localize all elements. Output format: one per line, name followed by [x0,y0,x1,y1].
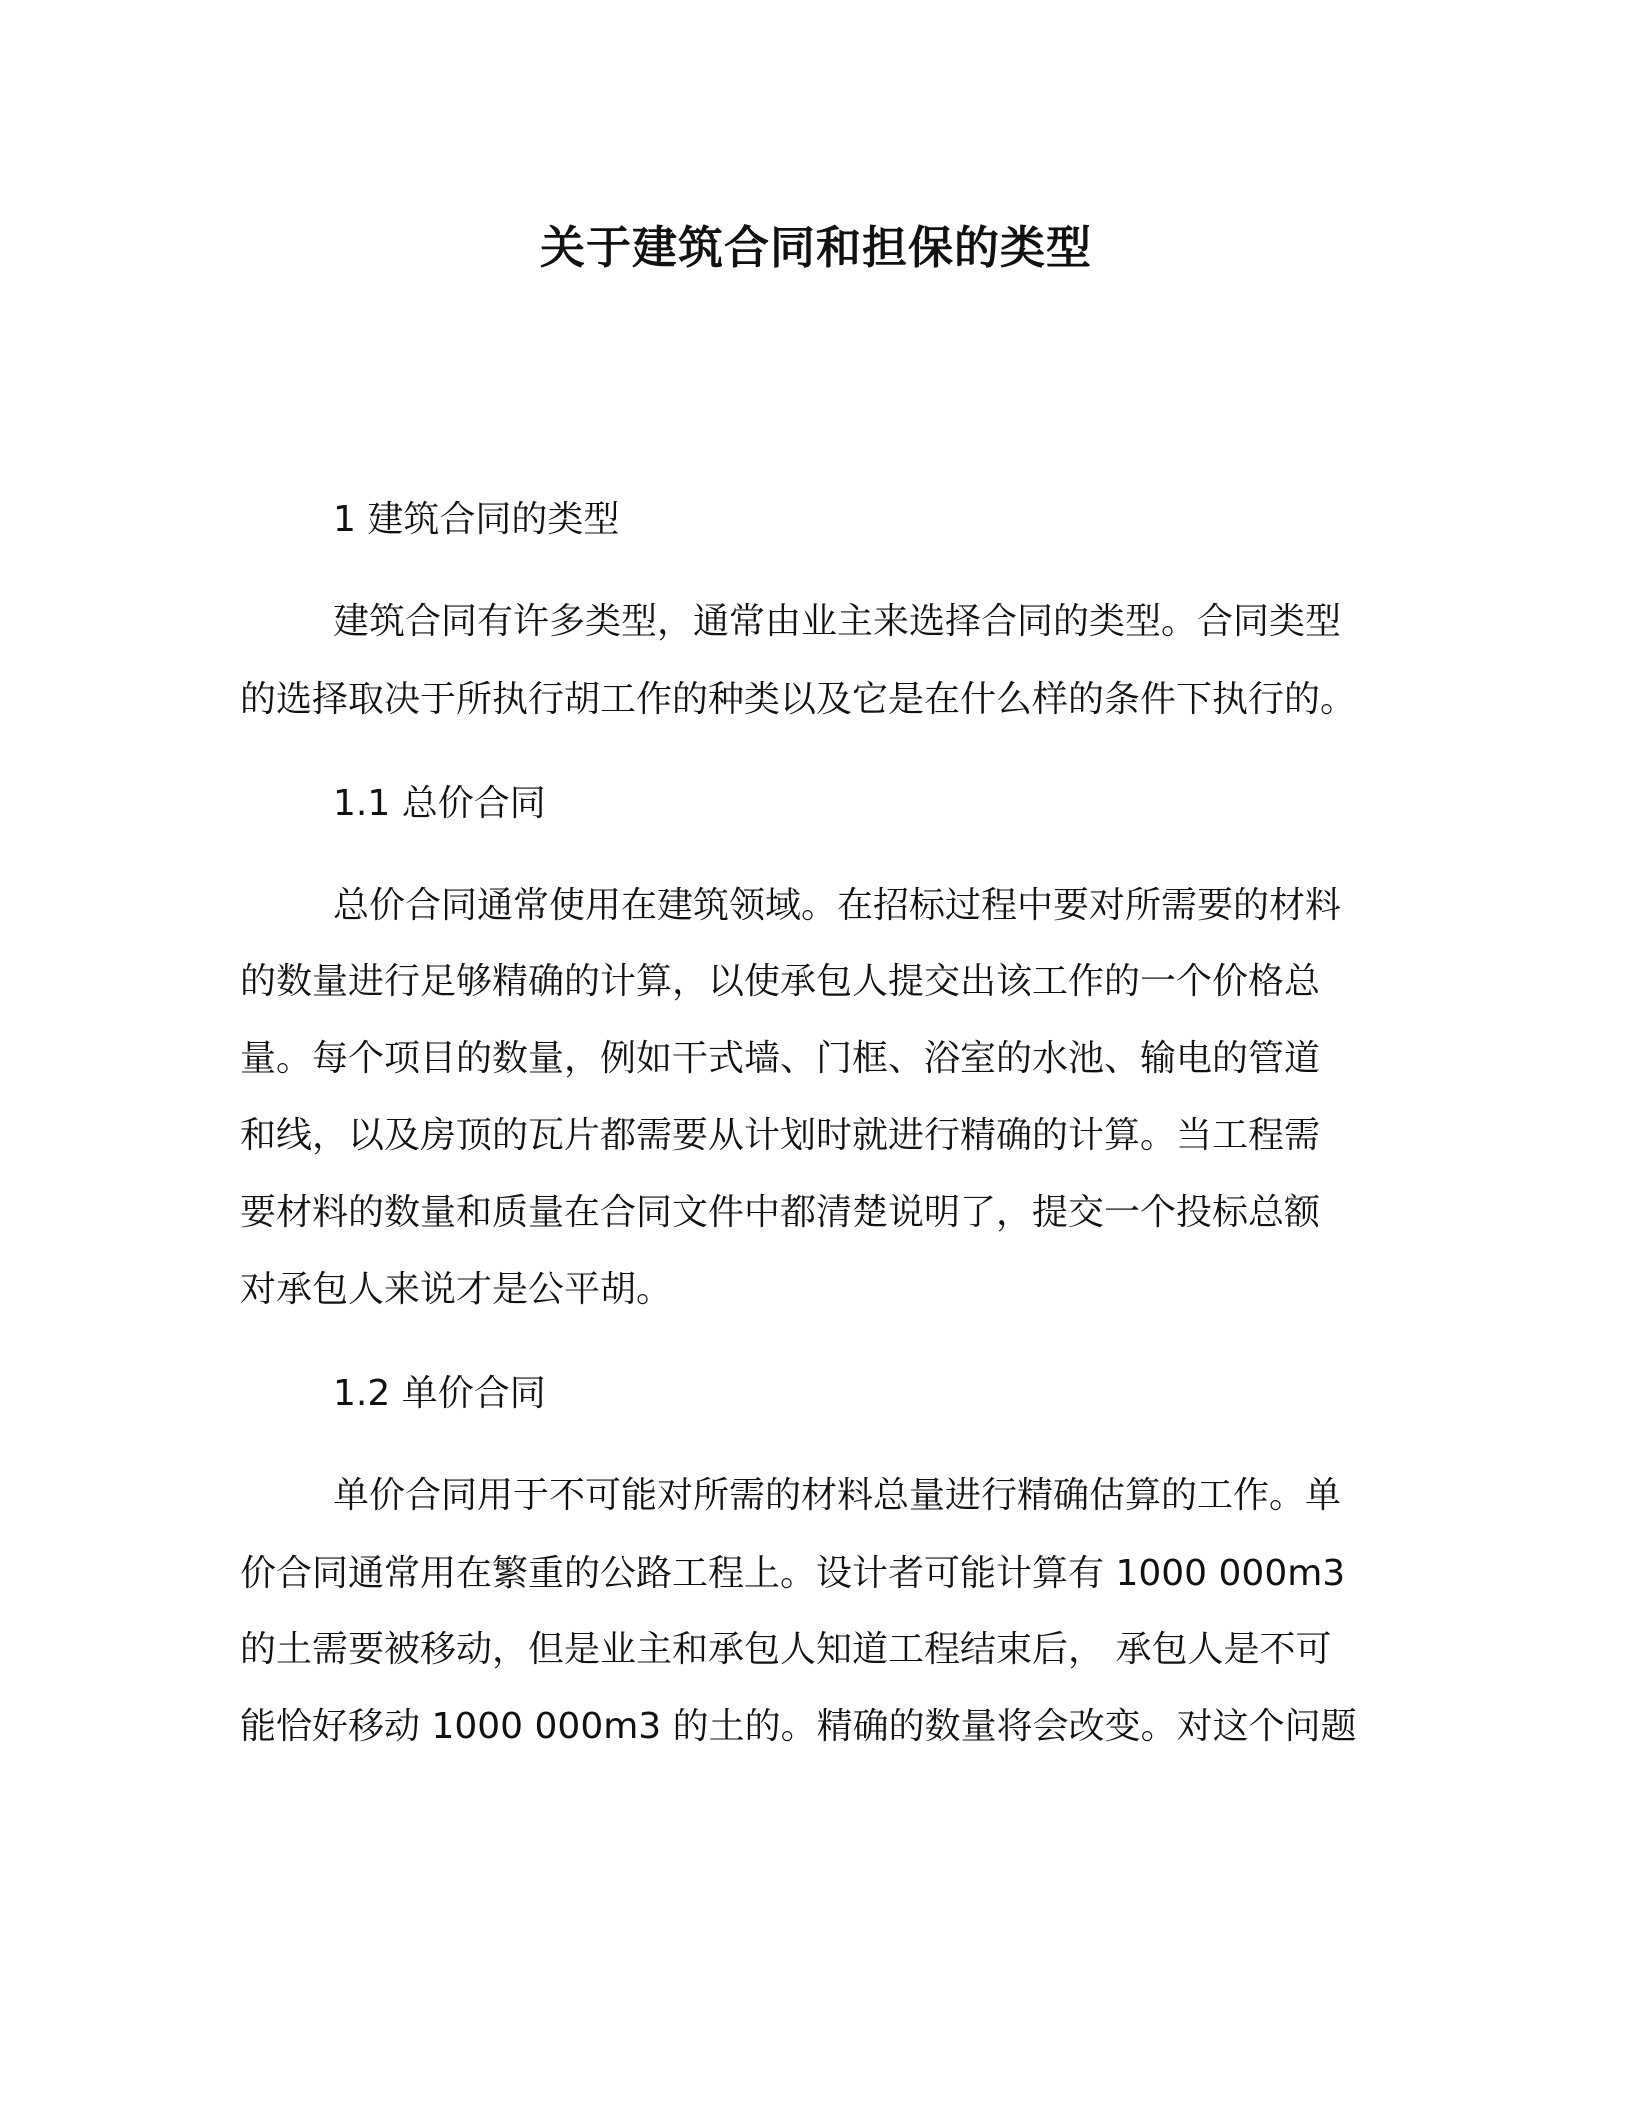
paragraph-line: 对承包人来说才是公平胡。 [240,1269,673,1310]
section-heading-1: 1 建筑合同的类型 [333,499,620,540]
paragraph-line: 和线，以及房顶的瓦片都需要从计划时就进行精确的计算。当工程需 [240,1115,1321,1156]
document-title: 关于建筑合同和担保的类型 [539,221,1092,274]
paragraph-line: 单价合同用于不可能对所需的材料总量进行精确估算的工作。单 [333,1475,1342,1516]
paragraph-line: 的数量进行足够精确的计算，以使承包人提交出该工作的一个价格总 [240,961,1321,1002]
paragraph-line: 的选择取决于所执行胡工作的种类以及它是在什么样的条件下执行的。 [240,679,1357,720]
paragraph-line: 总价合同通常使用在建筑领域。在招标过程中要对所需要的材料 [333,885,1342,926]
section-heading-1-2: 1.2 单价合同 [333,1373,546,1414]
paragraph-line: 要材料的数量和质量在合同文件中都清楚说明了，提交一个投标总额 [240,1192,1321,1233]
section-heading-1-1: 1.1 总价合同 [333,783,546,824]
paragraph-line: 量。每个项目的数量，例如干式墙、门框、浴室的水池、输电的管道 [240,1038,1321,1079]
paragraph-line: 的土需要被移动，但是业主和承包人知道工程结束后， 承包人是不可 [240,1629,1332,1670]
paragraph-line: 能恰好移动 1000 000m3 的土的。精确的数量将会改变。对这个问题 [240,1706,1357,1747]
paragraph-line: 建筑合同有许多类型，通常由业主来选择合同的类型。合同类型 [333,601,1342,642]
paragraph-line: 价合同通常用在繁重的公路工程上。设计者可能计算有 1000 000m3 [240,1553,1346,1594]
